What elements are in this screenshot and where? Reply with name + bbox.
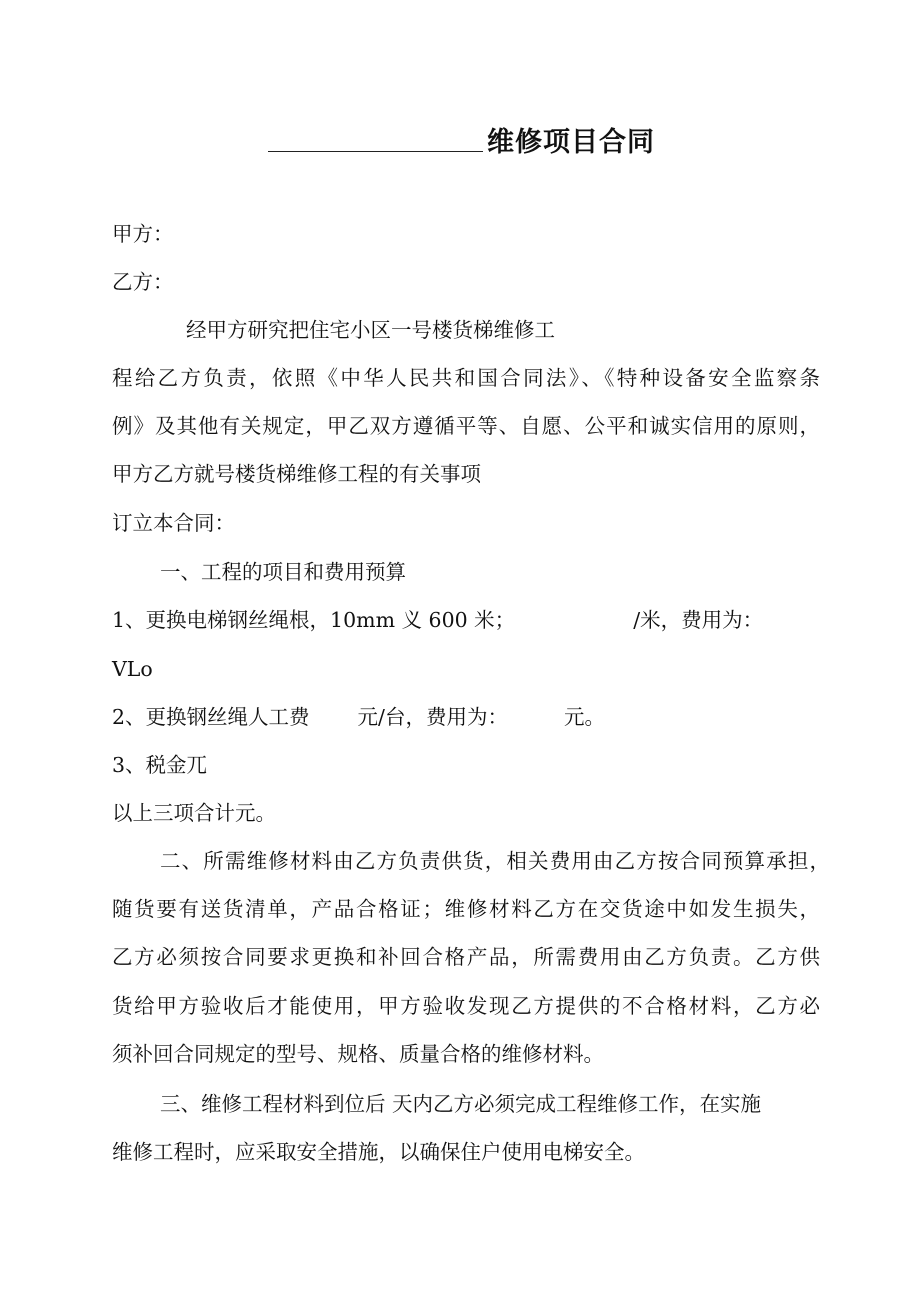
section2-line-5: 须补回合同规定的型号、规格、质量合格的维修材料。 [112,1042,604,1066]
section2-line-1: 二、所需维修材料由乙方负责供货，相关费用由乙方按合同预算承担， [160,849,830,873]
section1-item3: 3、税金兀 [112,753,208,777]
party-b-label: 乙方： [112,270,174,294]
party-a-label: 甲方： [112,222,174,246]
section1-total: 以上三项合计元。 [112,801,276,825]
section1-item1-cont: VLo [112,657,153,681]
item1-text-a: 1、更换电梯钢丝绳根，10mm 义 600 米； [112,608,516,632]
intro-line-4: 甲方乙方就号楼货梯维修工程的有关事项 [112,462,481,486]
section3-line-2: 维修工程时，应采取安全措施，以确保住户使用电梯安全。 [112,1140,645,1164]
section2-line-2: 随货要有送货清单，产品合格证；维修材料乙方在交货途中如发生损失， [112,897,820,921]
title-row [0,118,920,162]
item2-text-b: 元/台，费用为： [357,705,508,729]
page-title: 维修项目合同 [487,127,655,158]
intro-line-3: 例》及其他有关规定，甲乙双方遵循平等、自愿、公平和诚实信用的原则， [112,414,820,438]
item2-text-a: 2、更换钢丝绳人工费 [112,705,310,729]
section1-heading: 一、工程的项目和费用预算 [160,560,406,584]
section1-item1 [112,606,763,634]
intro-line-5: 订立本合同： [112,511,235,535]
section2-line-3: 乙方必须按合同要求更换和补回合格产品，所需费用由乙方负责。乙方供 [112,945,820,969]
item2-text-c: 元。 [563,705,605,729]
title-blank-line [268,151,483,152]
intro-line-2: 程给乙方负责，依照《中华人民共和国合同法》、《特种设备安全监察条 [112,366,820,390]
intro-line-1: 经甲方研究把住宅小区一号楼货梯维修工 [186,318,555,342]
section2-line-4: 货给甲方验收后才能使用，甲方验收发现乙方提供的不合格材料，乙方必 [112,994,820,1018]
item1-text-b: /米，费用为： [633,608,764,632]
section1-item2 [112,703,605,731]
section3-line-1: 三、维修工程材料到位后 天内乙方必须完成工程维修工作，在实施 [160,1092,762,1116]
